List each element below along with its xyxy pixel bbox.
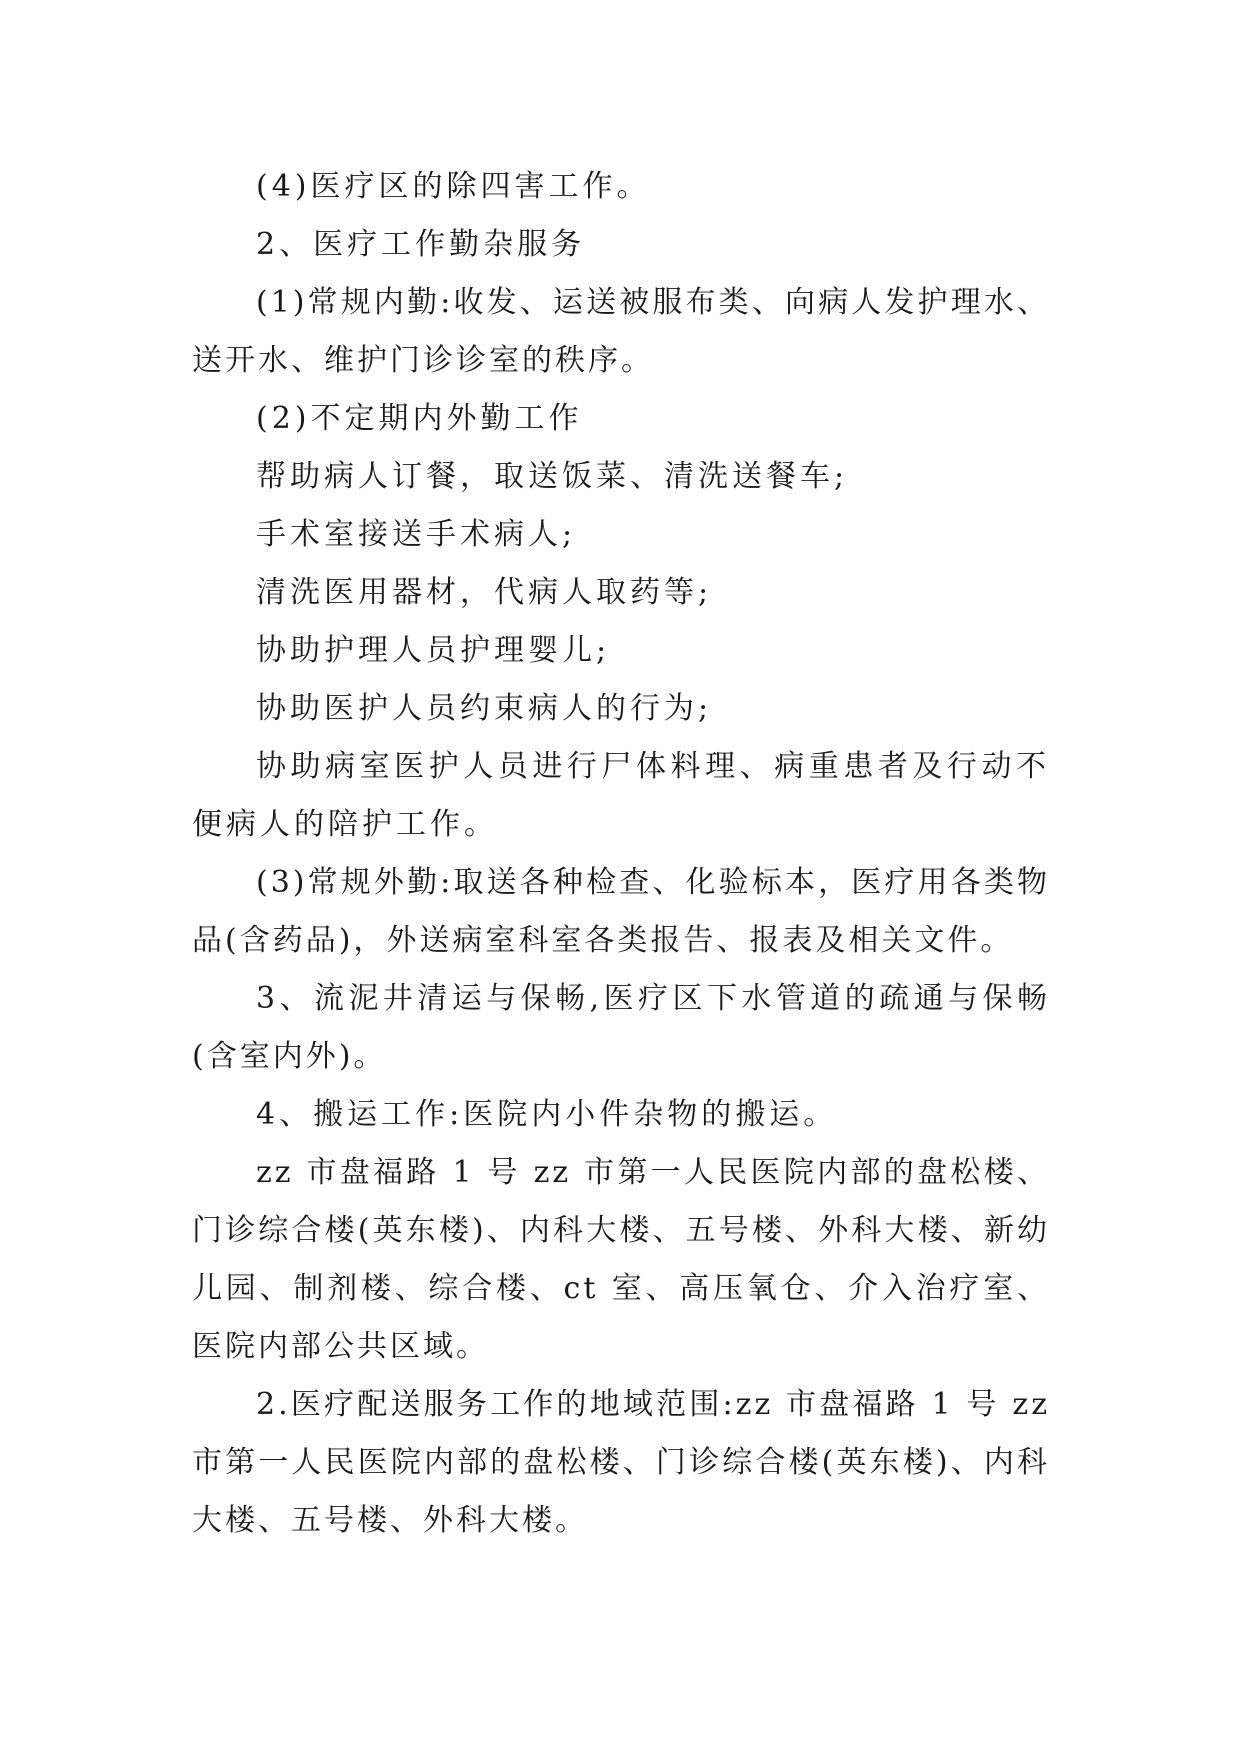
paragraph-delivery-scope: 2.医疗配送服务工作的地域范围:zz 市盘福路 1 号 zz 市第一人民医院内部的盘松楼、门诊综合楼(英东楼)、内科大楼、五号楼、外科大楼。	[192, 1387, 1050, 1538]
paragraph-drainage: 3、流泥井清运与保畅,医疗区下水管道的疏通与保畅(含室内外)。	[192, 981, 1050, 1074]
paragraph-irregular-work: (2)不定期内外勤工作	[256, 401, 583, 436]
paragraph-routine-internal: (1)常规内勤:收发、运送被服布类、向病人发护理水、送开水、维护门诊诊室的秩序。	[192, 285, 1050, 378]
paragraph-patient-restraint: 协助医护人员约束病人的行为;	[256, 691, 713, 726]
paragraph-equipment-cleaning: 清洗医用器材，代病人取药等;	[256, 575, 713, 610]
paragraph-surgery-transport: 手术室接送手术病人;	[256, 517, 577, 552]
paragraph-pest-control: (4)医疗区的除四害工作。	[256, 169, 651, 204]
paragraph-service-area: zz 市盘福路 1 号 zz 市第一人民医院内部的盘松楼、门诊综合楼(英东楼)、内科大楼、五号楼、外科大楼、新幼儿园、制剂楼、综合楼、ct 室、高压氧仓、介入治疗室、医院内部公共区域。	[192, 1155, 1050, 1364]
paragraph-meal-help: 帮助病人订餐，取送饭菜、清洗送餐车;	[256, 459, 849, 494]
paragraph-moving-work: 4、搬运工作:医院内小件杂物的搬运。	[256, 1097, 838, 1132]
paragraph-infant-care: 协助护理人员护理婴儿;	[256, 633, 611, 668]
paragraph-heading-service: 2、医疗工作勤杂服务	[256, 227, 586, 262]
paragraph-escort-care: 协助病室医护人员进行尸体料理、病重患者及行动不便病人的陪护工作。	[192, 749, 1050, 842]
paragraph-routine-external: (3)常规外勤:取送各种检查、化验标本，医疗用各类物品(含药品)，外送病室科室各类报告、报表及相关文件。	[192, 865, 1050, 958]
document-body	[192, 158, 1050, 1550]
